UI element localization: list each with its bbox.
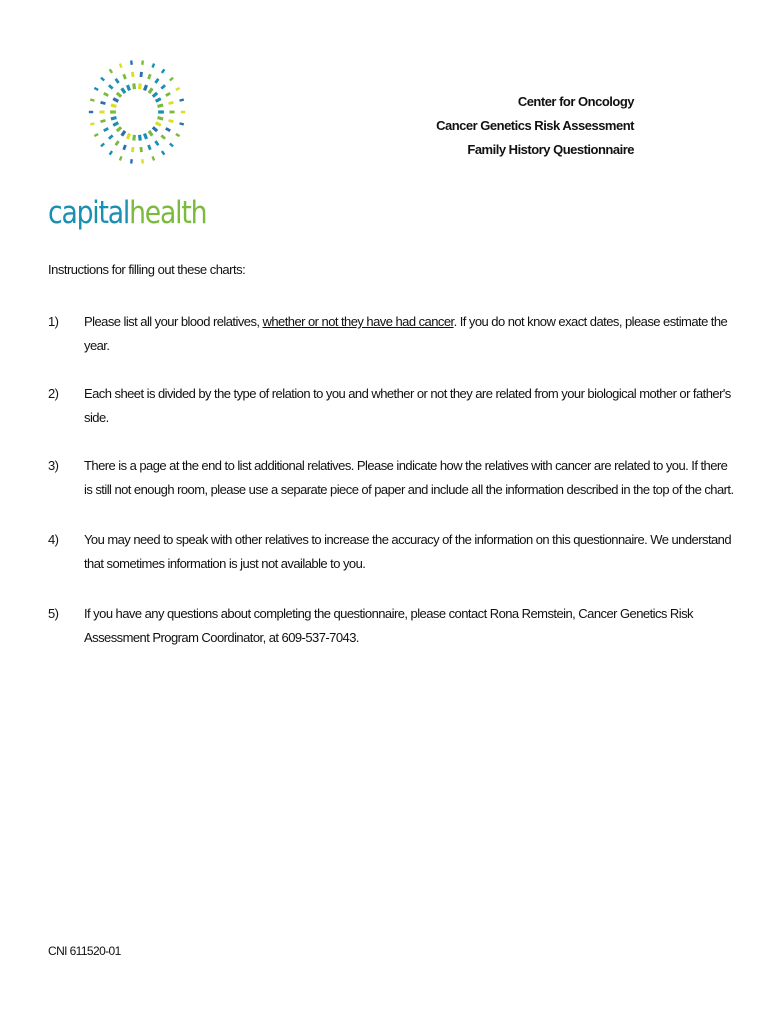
logo-ray-dot bbox=[160, 134, 166, 139]
logo-ray-dot bbox=[175, 87, 180, 91]
logo-ray-dot bbox=[103, 92, 109, 97]
instruction-text: Each sheet is divided by the type of relation to you and whether or not they are related from your biological mother or father's side. bbox=[84, 386, 731, 425]
logo-ray-dot bbox=[169, 143, 174, 148]
logo-ray-dot bbox=[147, 74, 151, 80]
logo-ray-dot bbox=[157, 104, 163, 108]
logo-ray-dot bbox=[100, 101, 106, 105]
instruction-item-4 bbox=[48, 528, 738, 576]
underlined-emphasis: whether or not they have had cancer bbox=[262, 314, 454, 329]
logo-ray-dot bbox=[160, 84, 166, 89]
instruction-number: 4) bbox=[48, 532, 59, 547]
logo-ray-dot bbox=[161, 69, 165, 74]
logo-ray-dot bbox=[112, 121, 119, 127]
instruction-item-1 bbox=[48, 310, 738, 358]
logo-ray-dot bbox=[115, 140, 120, 146]
logo-ray-dot bbox=[116, 92, 122, 98]
logo-ray-dot bbox=[157, 116, 163, 120]
logo-ray-dot bbox=[143, 84, 148, 91]
logo-ray-dot bbox=[152, 92, 158, 98]
logo-ray-dot bbox=[126, 84, 131, 91]
logo-ray-dot bbox=[94, 87, 99, 91]
logo-ray-dot bbox=[90, 122, 95, 125]
logo-ray-dot bbox=[108, 134, 114, 139]
logo-ray-dot bbox=[126, 133, 131, 140]
logo-ray-dot bbox=[120, 130, 126, 137]
instruction-number: 1) bbox=[48, 314, 59, 329]
instruction-item-5 bbox=[48, 602, 738, 650]
logo-ray-dot bbox=[89, 111, 93, 113]
logo-ray-dot bbox=[141, 60, 144, 65]
instruction-number: 5) bbox=[48, 606, 59, 621]
header-center-name: Center for Oncology bbox=[517, 94, 634, 109]
logo-ray-dot bbox=[111, 116, 117, 120]
logo-ray-dot bbox=[131, 147, 134, 152]
logo-ray-dot bbox=[143, 133, 148, 140]
logo-ray-dot bbox=[103, 127, 109, 132]
logo-ray-dot bbox=[147, 144, 151, 150]
logo-ray-dot bbox=[148, 130, 154, 137]
logo-ray-dot bbox=[168, 101, 174, 105]
logo-ray-dot bbox=[181, 111, 185, 113]
logo-ray-dot bbox=[169, 111, 174, 114]
logo-ray-dot bbox=[168, 119, 174, 123]
logo-ray-dot bbox=[111, 104, 117, 108]
logo-ray-dot bbox=[122, 74, 126, 80]
sunburst-logo-icon bbox=[82, 52, 192, 172]
instruction-text: There is a page at the end to list additional relatives. Please indicate how the relatives with cancer are related to you. If there is still not enough room, please use a separate piece of paper and include all the information described in the top of the chart. bbox=[84, 458, 734, 497]
logo-ray-dot bbox=[179, 122, 184, 125]
instruction-item-3 bbox=[48, 454, 738, 502]
logo-word-capital: capital bbox=[48, 195, 130, 231]
logo-ray-dot bbox=[169, 77, 174, 82]
header-program-name: Cancer Genetics Risk Assessment bbox=[436, 118, 634, 133]
capital-health-logo bbox=[48, 52, 207, 242]
logo-ray-dot bbox=[122, 144, 126, 150]
logo-ray-dot bbox=[138, 135, 142, 141]
logo-ray-dot bbox=[119, 156, 123, 161]
instruction-text: Please list all your blood relatives, whether or not they have had cancer. If you do not know exact dates, please estimate the year. bbox=[84, 314, 728, 353]
logo-ray-dot bbox=[165, 127, 171, 132]
logo-ray-dot bbox=[110, 110, 116, 113]
logo-wordmark bbox=[48, 195, 206, 231]
logo-ray-dot bbox=[141, 159, 144, 164]
logo-ray-dot bbox=[175, 133, 180, 137]
logo-ray-dot bbox=[131, 72, 134, 77]
logo-ray-dot bbox=[140, 72, 143, 77]
header-form-title: Family History Questionnaire bbox=[467, 142, 634, 157]
logo-ray-dot bbox=[112, 97, 119, 103]
logo-ray-dot bbox=[132, 135, 136, 141]
logo-ray-dot bbox=[154, 140, 159, 146]
logo-ray-dot bbox=[90, 98, 95, 101]
instruction-text: If you have any questions about completing the questionnaire, please contact Rona Remstein, Cancer Genetics Risk Assessment Program Coordinator, at 609-537-7043. bbox=[84, 606, 694, 645]
form-code: CNI 611520-01 bbox=[48, 944, 121, 958]
instructions-list bbox=[48, 310, 738, 650]
logo-ray-dot bbox=[116, 126, 122, 132]
logo-ray-dot bbox=[148, 87, 154, 94]
logo-ray-dot bbox=[100, 77, 105, 82]
logo-ray-dot bbox=[108, 84, 114, 89]
document-header bbox=[436, 90, 634, 162]
logo-word-health: health bbox=[129, 195, 207, 231]
logo-ray-dot bbox=[119, 63, 123, 68]
logo-ray-dot bbox=[130, 159, 133, 164]
logo-ray-dot bbox=[138, 83, 142, 89]
logo-ray-dot bbox=[115, 78, 120, 84]
logo-ray-dot bbox=[99, 111, 104, 114]
logo-ray-dot bbox=[151, 63, 155, 68]
logo-ray-dot bbox=[154, 78, 159, 84]
logo-ray-dot bbox=[109, 69, 113, 74]
logo-ray-dot bbox=[155, 121, 162, 127]
logo-ray-dot bbox=[151, 156, 155, 161]
logo-ray-dot bbox=[161, 150, 165, 155]
logo-ray-dot bbox=[152, 126, 158, 132]
logo-ray-dot bbox=[179, 98, 184, 101]
logo-ray-dot bbox=[132, 83, 136, 89]
instruction-text: You may need to speak with other relatives to increase the accuracy of the information on this questionnaire. We understand that sometimes information is just not available to you. bbox=[84, 532, 732, 571]
logo-ray-dot bbox=[130, 60, 133, 65]
logo-ray-dot bbox=[120, 87, 126, 94]
logo-ray-dot bbox=[140, 147, 143, 152]
instruction-number: 2) bbox=[48, 386, 59, 401]
logo-ray-dot bbox=[109, 150, 113, 155]
instructions-heading: Instructions for filling out these charts: bbox=[48, 262, 246, 277]
logo-ray-dot bbox=[100, 143, 105, 148]
logo-ray-dot bbox=[100, 119, 106, 123]
logo-ray-dot bbox=[94, 133, 99, 137]
logo-ray-dot bbox=[155, 97, 162, 103]
logo-ray-dot bbox=[158, 110, 164, 113]
instruction-number: 3) bbox=[48, 458, 59, 473]
instruction-item-2 bbox=[48, 382, 738, 430]
logo-ray-dot bbox=[165, 92, 171, 97]
